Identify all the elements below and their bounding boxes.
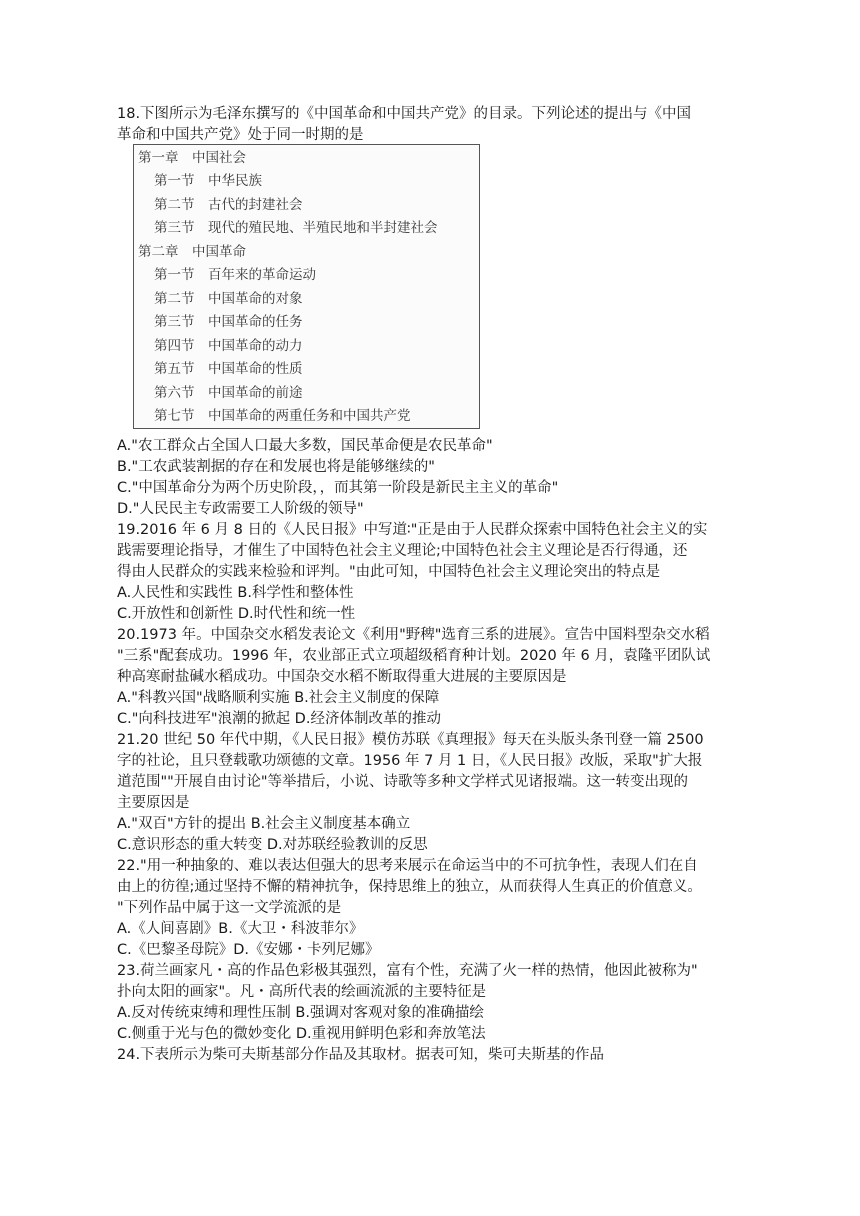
q23-options-cd: C.侧重于光与色的微妙变化 D.重视用鲜明色彩和奔放笔法 <box>117 1026 486 1042</box>
toc-section-2-7: 第七节 中国革命的两重任务和中国共产党 <box>154 408 411 424</box>
q22-line-1: 22."用一种抽象的、难以表达但强大的思考来展示在命运当中的不可抗争性，表现人们在自 <box>117 858 698 874</box>
q19-options-cd: C.开放性和创新性 D.时代性和统一性 <box>117 606 356 622</box>
q19-options-ab: A.人民性和实践性 B.科学性和整体性 <box>117 585 354 601</box>
q21-line-3: 道范围""开展自由讨论"等举措后，小说、诗歌等多种文学样式见诸报端。这一转变出现的 <box>117 774 689 790</box>
q19-line-1: 19.2016 年 6 月 8 日的《人民日报》中写道∶"正是由于人民群众探索中国特色社会主义的实 <box>117 522 708 538</box>
q18-option-d: D."人民民主专政需要工人阶级的领导" <box>117 501 364 517</box>
q23-line-2: 扑向太阳的画家"。凡・高所代表的绘画流派的主要特征是 <box>117 984 487 1000</box>
q21-options-cd: C.意识形态的重大转变 D.对苏联经验教训的反思 <box>117 837 428 853</box>
q18-option-a: A."农工群众占全国人口最大多数，国民革命便是农民革命" <box>117 438 493 454</box>
toc-section-2-5: 第五节 中国革命的性质 <box>154 361 303 377</box>
q22-options-cd: C.《巴黎圣母院》D.《安娜・卡列尼娜》 <box>117 942 380 958</box>
toc-section-2-4: 第四节 中国革命的动力 <box>154 338 303 354</box>
q23-line-1: 23.荷兰画家凡・高的作品色彩极其强烈，富有个性，充满了火一样的热情，他因此被称为" <box>117 963 698 979</box>
toc-section-1-1: 第一节 中华民族 <box>154 173 262 189</box>
toc-section-2-1: 第一节 百年来的革命运动 <box>154 267 316 283</box>
toc-chapter-2: 第二章 中国革命 <box>138 244 246 260</box>
q23-options-ab: A.反对传统束缚和理性压制 B.强调对客观对象的准确描绘 <box>117 1005 484 1021</box>
table-of-contents-image <box>133 144 480 429</box>
q19-line-2: 践需要理论指导，才催生了中国特色社会主义理论;中国特色社会主义理论是否行得通，还 <box>117 543 688 559</box>
q20-line-3: 种高寒耐盐碱水稻成功。中国杂交水稻不断取得重大进展的主要原因是 <box>117 669 567 685</box>
q20-options-ab: A."科教兴国"战略顺利实施 B.社会主义制度的保障 <box>117 690 440 706</box>
toc-section-2-3: 第三节 中国革命的任务 <box>154 314 303 330</box>
q18-line-1: 18.下图所示为毛泽东撰写的《中国革命和中国共产党》的目录。下列论述的提出与《中国 <box>117 106 692 122</box>
toc-section-2-6: 第六节 中国革命的前途 <box>154 385 303 401</box>
q22-line-3: "下列作品中属于这一文学流派的是 <box>117 900 342 916</box>
q21-line-4: 主要原因是 <box>117 795 190 811</box>
toc-section-1-2: 第二节 古代的封建社会 <box>154 197 303 213</box>
q22-options-ab: A.《人间喜剧》B.《大卫・科波菲尔》 <box>117 921 364 937</box>
q18-option-b: B."工农武装割据的存在和发展也将是能够继续的" <box>117 459 435 475</box>
toc-section-1-3: 第三节 现代的殖民地、半殖民地和半封建社会 <box>154 220 438 236</box>
q21-line-2: 字的社论，且只登载歌功颂德的文章。1956 年 7 月 1 日，《人民日报》改版，采取"扩大报 <box>117 753 703 769</box>
q21-line-1: 21.20 世纪 50 年代中期，《人民日报》模仿苏联《真理报》每天在头版头条刊登一篇 2500 <box>117 732 704 748</box>
q19-line-3: 得由人民群众的实践来检验和评判。"由此可知，中国特色社会主义理论突出的特点是 <box>117 564 661 580</box>
q24-line-1: 24.下表所示为柴可夫斯基部分作品及其取材。据表可知，柴可夫斯基的作品 <box>117 1047 605 1063</box>
q21-options-ab: A."双百"方针的提出 B.社会主义制度基本确立 <box>117 816 411 832</box>
q18-line-2: 革命和中国共产党》处于同一时期的是 <box>117 127 364 143</box>
toc-section-2-2: 第二节 中国革命的对象 <box>154 291 303 307</box>
q22-line-2: 由上的彷徨;通过坚持不懈的精神抗争，保持思维上的独立，从而获得人生真正的价值意义。 <box>117 879 702 895</box>
q20-line-1: 20.1973 年。中国杂交水稻发表论文《利用"野稗"选育三系的进展》。宣告中国料型杂交水稻 <box>117 627 710 643</box>
toc-chapter-1: 第一章 中国社会 <box>138 150 246 166</box>
q20-line-2: "三系"配套成功。1996 年，农业部正式立项超级稻育种计划。2020 年 6 月，袁隆平团队试 <box>117 648 711 664</box>
q20-options-cd: C."向科技进军"浪潮的掀起 D.经济体制改革的推动 <box>117 711 441 727</box>
q18-option-c: C."中国革命分为两个历史阶段，，而其第一阶段是新民主主义的革命" <box>117 480 559 496</box>
